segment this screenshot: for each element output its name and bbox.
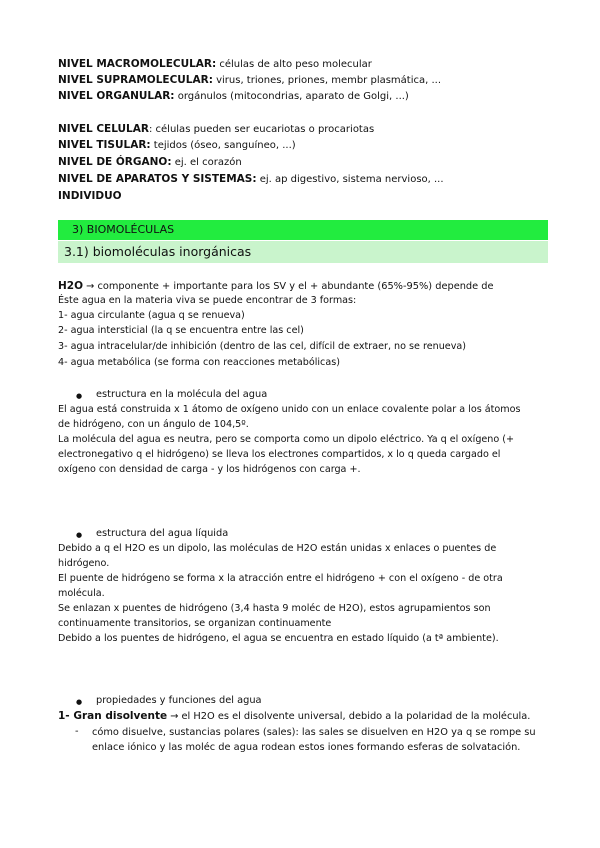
level-celular: NIVEL CELULAR: células pueden ser eucariotas o procariotas bbox=[58, 123, 375, 135]
forms-line: Éste agua en la materia viva se puede encontrar de 3 formas: bbox=[58, 295, 357, 306]
form-item: 1- agua circulante (agua q se renueva) bbox=[58, 310, 245, 321]
level-aparatos: NIVEL DE APARATOS Y SISTEMAS: ej. ap digestivo, sistema nervioso, ... bbox=[58, 173, 444, 185]
bullet-estructura-molecula: ● estructura en la molécula del agua bbox=[78, 388, 267, 402]
level-individuo: INDIVIDUO bbox=[58, 190, 122, 202]
form-item: 3- agua intracelular/de inhibición (dentro de las cel, difícil de extraer, no se renueva) bbox=[58, 341, 466, 352]
paragraph-line: de hidrógeno, con un ángulo de 104,5º. bbox=[58, 419, 249, 430]
subsection-heading bbox=[58, 241, 548, 263]
paragraph-line: continuamente transitorios, se organizan continuamente bbox=[58, 618, 332, 629]
form-item: 2- agua intersticial (la q se encuentra entre las cel) bbox=[58, 325, 304, 336]
level-organo: NIVEL DE ÓRGANO: ej. el corazón bbox=[58, 156, 242, 168]
paragraph-line: Se enlazan x puentes de hidrógeno (3,4 hasta 9 moléc de H2O), estos agrupamientos son bbox=[58, 603, 491, 614]
paragraph-line: molécula. bbox=[58, 588, 105, 599]
bullet-propiedades: ● propiedades y funciones del agua bbox=[78, 694, 262, 708]
section-heading bbox=[58, 220, 548, 240]
paragraph-line: hidrógeno. bbox=[58, 558, 110, 569]
paragraph-line: oxígeno con densidad de carga - y los hidrógenos con carga +. bbox=[58, 464, 361, 475]
level-macromolecular: NIVEL MACROMOLECULAR: células de alto peso molecular bbox=[58, 58, 372, 70]
paragraph-line: Debido a los puentes de hidrógeno, el agua se encuentra en estado líquido (a tª ambiente). bbox=[58, 633, 499, 644]
level-tisular: NIVEL TISULAR: tejidos (óseo, sanguíneo, ...) bbox=[58, 139, 296, 151]
paragraph-line: electronegativo q el hidrógeno) se lleva los electrones compartidos, x lo q queda cargado el bbox=[58, 449, 501, 460]
level-organular: NIVEL ORGANULAR: orgánulos (mitocondrias, aparato de Golgi, ...) bbox=[58, 90, 409, 102]
subsection-title: 3.1) biomoléculas inorgánicas bbox=[64, 244, 252, 259]
section-title: 3) BIOMOLÉCULAS bbox=[72, 223, 175, 236]
level-supramolecular: NIVEL SUPRAMOLECULAR: virus, triones, priones, membr plasmática, ... bbox=[58, 74, 442, 86]
h2o-intro: H2O → componente + importante para los SV y el + abundante (65%-95%) depende de bbox=[58, 280, 494, 292]
point-gran-disolvente: 1- Gran disolvente → el H2O es el disolvente universal, debido a la polaridad de la molécula. bbox=[58, 710, 531, 722]
paragraph-line: La molécula del agua es neutra, pero se comporta como un dipolo eléctrico. Ya q el oxígeno (+ bbox=[58, 434, 515, 445]
paragraph-line: El puente de hidrógeno se forma x la atracción entre el hidrógeno + con el oxígeno - de otra bbox=[58, 573, 503, 584]
bullet-agua-liquida: ● estructura del agua líquida bbox=[78, 527, 228, 541]
paragraph-line: Debido a q el H2O es un dipolo, las moléculas de H2O están unidas x enlaces o puentes de bbox=[58, 543, 497, 554]
paragraph-line: El agua está construida x 1 átomo de oxígeno unido con un enlace covalente polar a los átomos bbox=[58, 404, 521, 415]
document-page: NIVEL MACROMOLECULAR: células de alto peso molecular NIVEL SUPRAMOLECULAR: virus, triones, priones, membr plasmática, ... NIVEL ORGANULAR: orgánulos (mitocondrias, aparato de Golgi, ...) NIVEL CELULAR: células pueden ser eucariotas o procariotas NIVEL TISULAR: tejidos (óseo, sanguíneo, ...) NIVEL DE ÓRGANO: ej. el corazón NIVEL DE APARATOS Y SISTEMAS: ej. ap digestivo, sistema nervioso, ... INDIVIDUO 3) BIOMOLÉCULAS 3.1) biomoléculas inorgánicas H2O → componente + importante para los SV y el + abundante (65%-95%) depende de Éste agua en la materia viva se puede encontrar de 3 formas: 1- agua circulante (agua q se renueva) 2- agua intersticial (la q se encuentra entre las cel) 3- agua intracelular/de inhibición (dentro de las cel, difícil de extraer, no se renueva) 4- agua metabólica (se forma con reacciones metabólicas) ● estructura en la molécula del agua El agua está construida x 1 átomo de oxígeno unido con un enlace covalente polar a los átomos de hidrógeno, con un ángulo de 104,5º. La molécula del agua es neutra, pero se comporta como un dipolo eléctrico. Ya q el oxígeno (+ electronegativo q el hidrógeno) se lleva los electrones compartidos, x lo q queda cargado el oxígeno con densidad de carga - y los hidrógenos con carga +. ● estructura del agua líquida Debido a q el H2O es un dipolo, las moléculas de H2O están unidas x enlaces o puentes de hidrógeno. El puente de hidrógeno se forma x la atracción entre el hidrógeno + con el oxígeno - de otra molécula. Se enlazan x puentes de hidrógeno (3,4 hasta 9 moléc de H2O), estos agrupamientos son continuamente transitorios, se organizan continuamente Debido a los puentes de hidrógeno, el agua se encuentra en estado líquido (a tª ambiente). ● propiedades y funciones del agua 1- Gran disolvente → el H2O es el disolvente universal, debido a la polaridad de la molécula. - cómo disuelve, sustancias polares (sales): las sales se disuelven en H2O ya q se rompe su enlace iónico y las moléc de agua rodean estos iones formando esferas de solvatación. bbox=[0, 0, 600, 848]
form-item: 4- agua metabólica (se forma con reacciones metabólicas) bbox=[58, 357, 340, 368]
